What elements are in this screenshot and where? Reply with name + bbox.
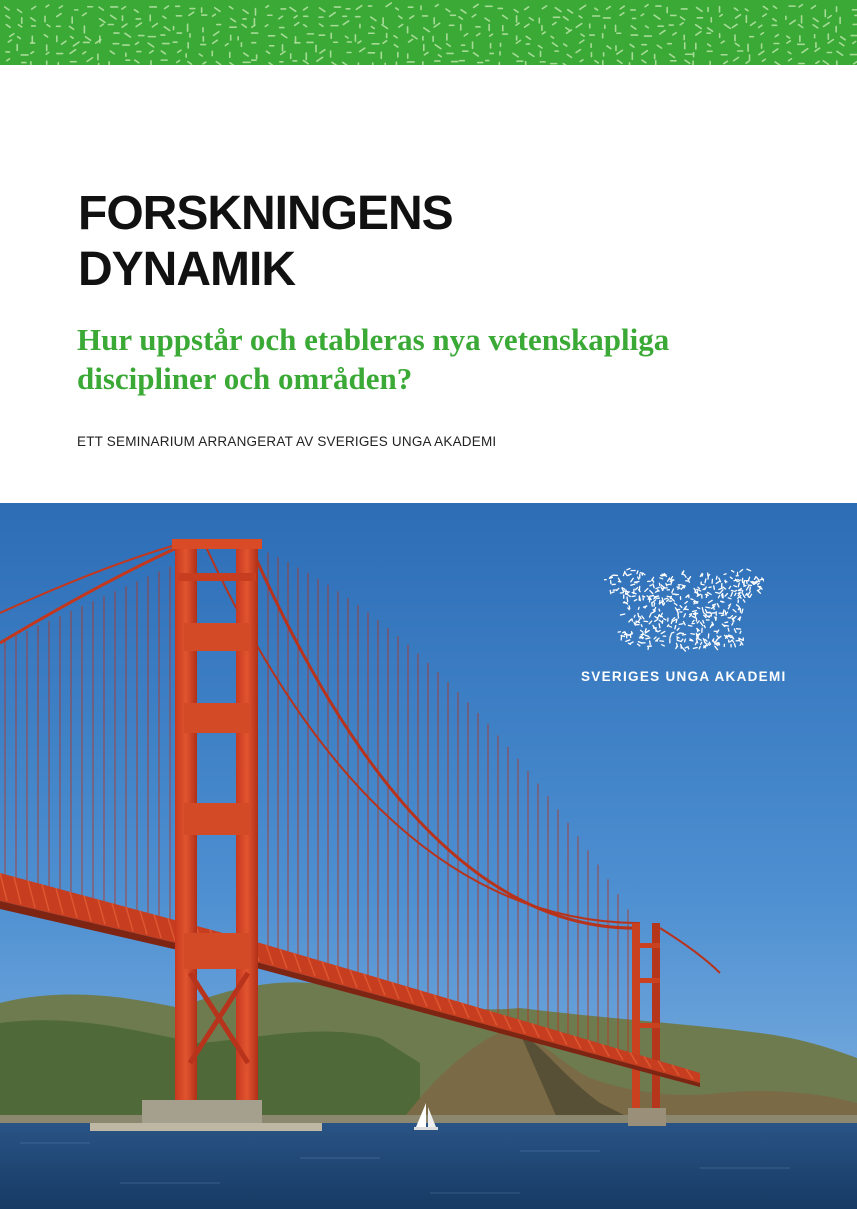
page-subtitle bbox=[77, 320, 777, 398]
academy-logo-mark-icon bbox=[604, 562, 764, 652]
top-pattern-band bbox=[0, 0, 857, 65]
logo-text: SVERIGES UNGA AKADEMI bbox=[581, 669, 787, 684]
page-title bbox=[78, 186, 453, 298]
subtitle-line-1: Hur uppstår och etableras nya vetenskapliga bbox=[77, 322, 670, 357]
title-line-2: DYNAMIK bbox=[78, 243, 295, 296]
subtitle-line-2: discipliner och områden? bbox=[77, 361, 413, 396]
title-line-1: FORSKNINGENS bbox=[78, 187, 453, 240]
pattern-dashes-icon bbox=[0, 0, 857, 65]
seminar-line: ETT SEMINARIUM ARRANGERAT AV SVERIGES UNGA AKADEMI bbox=[77, 434, 497, 449]
